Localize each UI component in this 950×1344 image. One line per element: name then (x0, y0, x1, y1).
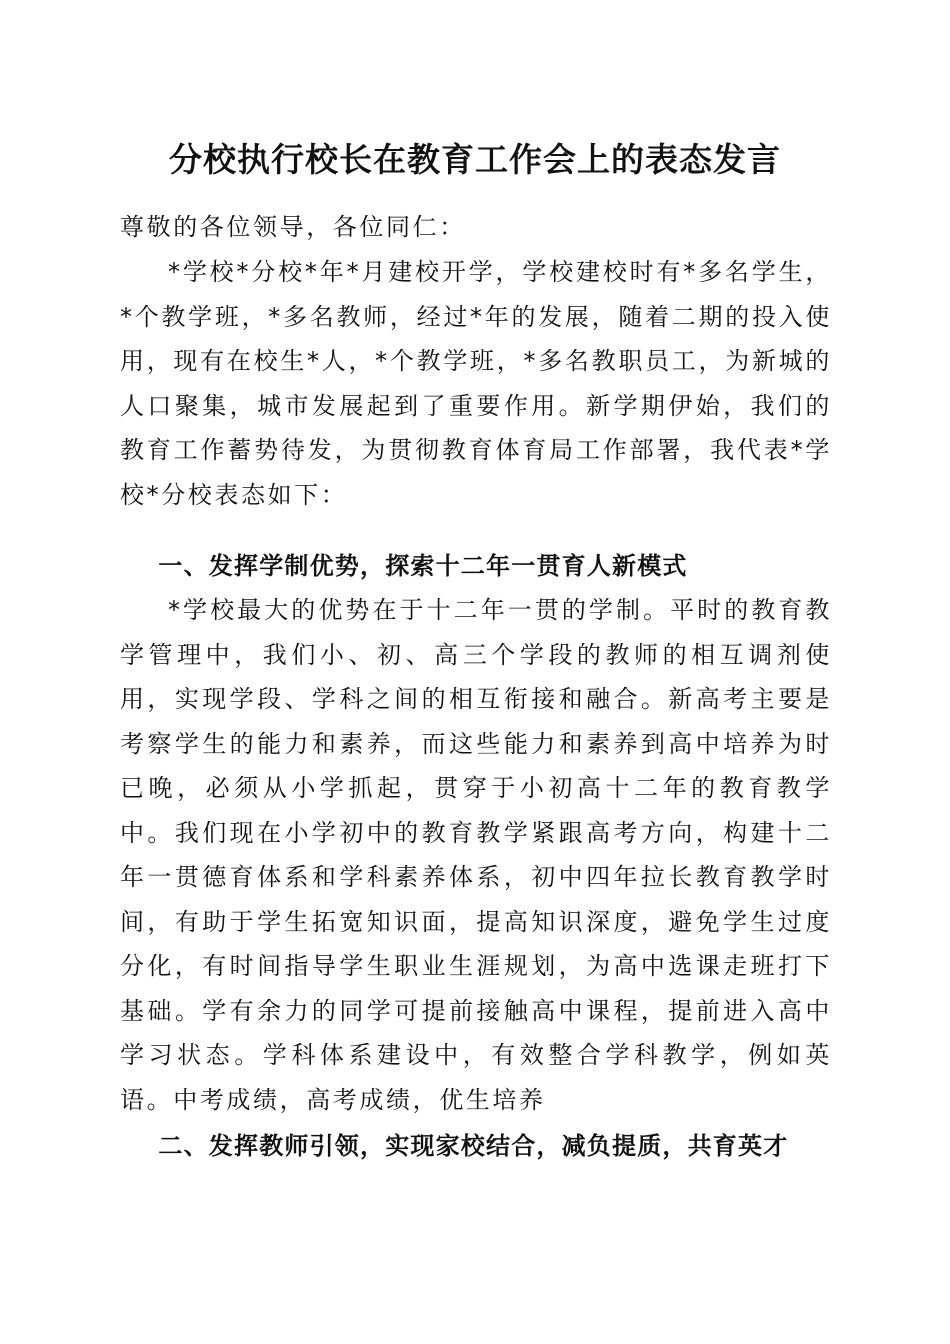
salutation: 尊敬的各位领导，各位同仁： (120, 213, 466, 241)
paragraph-section-1: *学校最大的优势在于十二年一贯的学制。平时的教育教学管理中，我们小、初、高三个学段的教师的相互调剂使用，实现学段、学科之间的相互衔接和融合。新高考主要是考察学生的能力和素养，而这些能力和素养到高中培养为时已晚，必须从小学抓起，贯穿于小初高十二年的教育教学中。我们现在小学初中的教育教学紧跟高考方向，构建十二年一贯德育体系和学科素养体系，初中四年拉长教育教学时间，有助于学生拓宽知识面，提高知识深度，避免学生过度分化，有时间指导学生职业生涯规划，为高中选课走班打下基础。学有余力的同学可提前接触高中课程，提前进入高中学习状态。学科体系建设中，有效整合学科教学，例如英语。中考成绩，高考成绩，优生培养 (120, 596, 832, 1114)
section-heading-2: 二、发挥教师引领，实现家校结合，减负提质，共育英才 (158, 1132, 789, 1160)
paragraph-intro: *学校*分校*年*月建校开学，学校建校时有*多名学生，*个教学班，*多名教师，经过*年的发展，随着二期的投入使用，现有在校生*人，*个教学班，*多名教职员工，为新城的人口聚集，城市发展起到了重要作用。新学期伊始，我们的教育工作蓄势待发，为贯彻教育体育局工作部署，我代表*学校*分校表态如下： (120, 258, 832, 509)
document-title: 分校执行校长在教育工作会上的表态发言 (169, 140, 781, 179)
section-heading-1: 一、发挥学制优势，探索十二年一贯育人新模式 (158, 552, 688, 580)
